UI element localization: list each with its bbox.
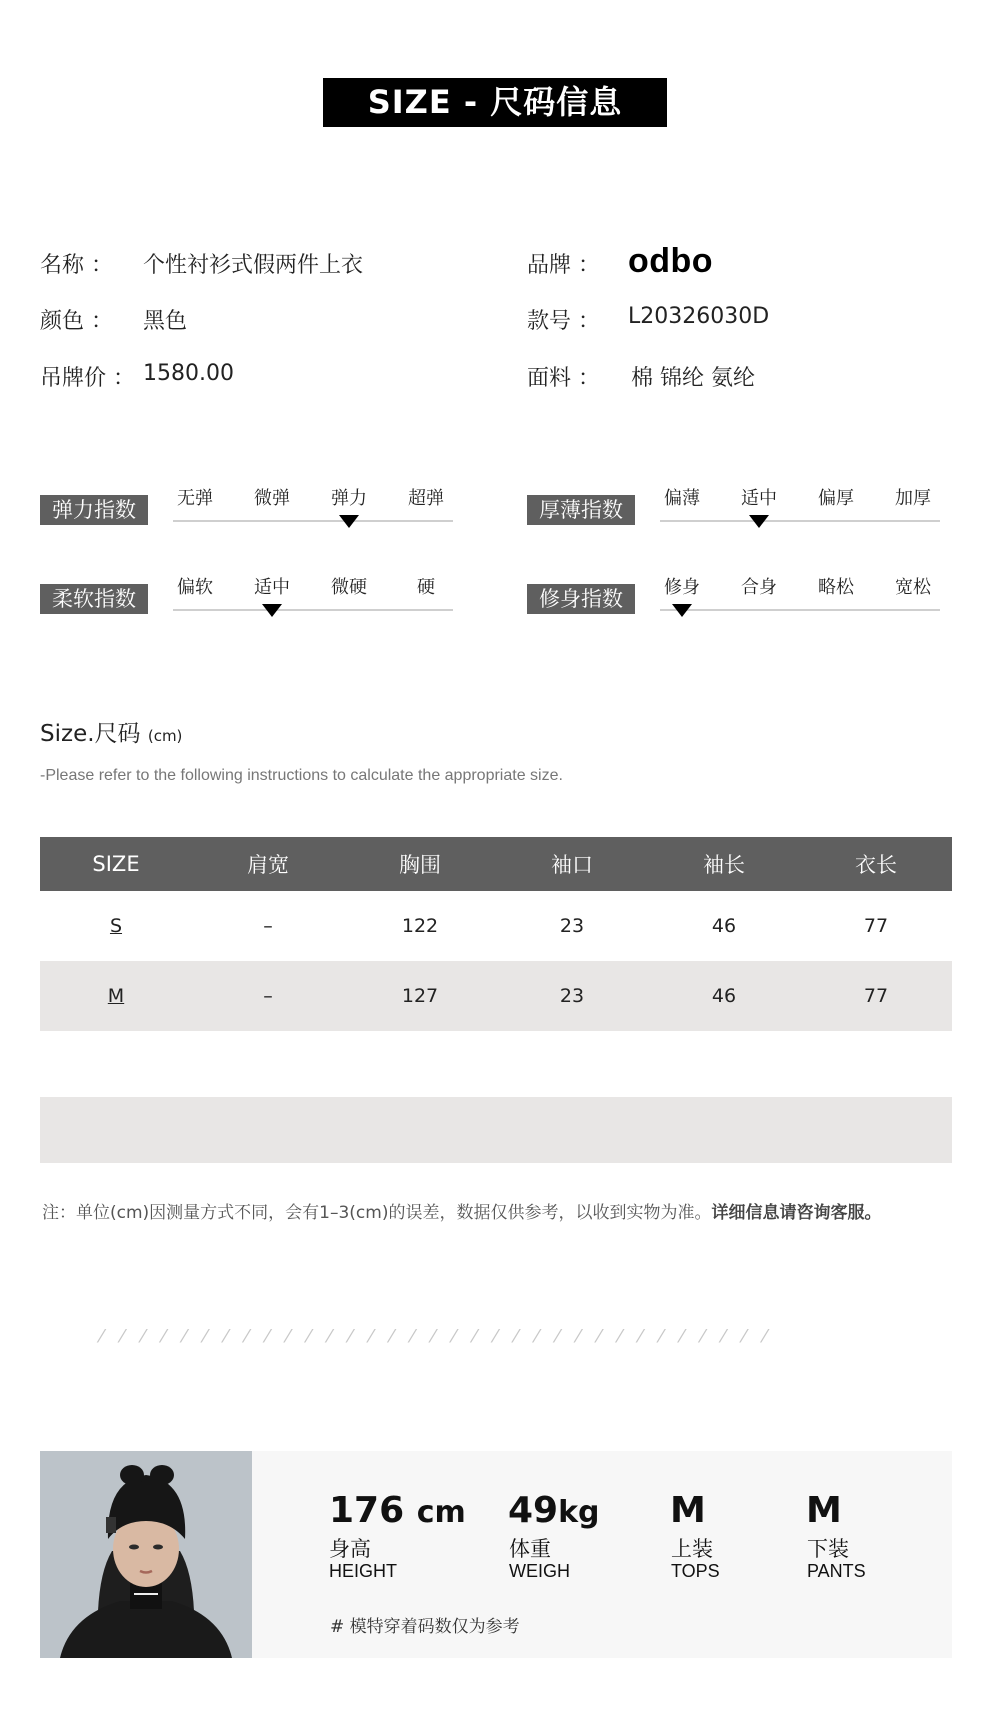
index-badge: 厚薄指数 [527,495,635,525]
weight-label-en: WEIGH [509,1561,570,1581]
sleeve-length-cell: 46 [711,915,737,937]
index-option: 硬 [417,577,435,598]
index-option: 微硬 [331,577,367,598]
index-scale-line [660,520,940,522]
weight-unit: kg [558,1495,600,1530]
sleeve-length-cell: 46 [648,961,800,1031]
height-label-en: HEIGHT [329,1561,398,1581]
color-label: 颜色 ： [40,309,113,334]
index-scale-line [173,609,453,611]
index-option: 偏厚 [818,488,854,509]
index-marker-icon [749,515,769,528]
model-size-note: # 模特穿着码数仅为参考 [330,1617,520,1637]
table-row [40,891,952,961]
size-heading-text: Size.尺码 [40,721,141,747]
chest-cell: 127 [344,961,496,1031]
body-length-cell: 77 [863,915,889,937]
slash-divider: ⁄ ⁄ ⁄ ⁄ ⁄ ⁄ ⁄ ⁄ ⁄ ⁄ ⁄ ⁄ ⁄ ⁄ ⁄ ⁄ ⁄ ⁄ ⁄ ⁄ ⁄ ⁄ ⁄ ⁄ ⁄ ⁄ ⁄ ⁄ ⁄ ⁄ ⁄ ⁄ ⁄ [100,1326,773,1347]
index-option: 合身 [741,577,777,598]
size-cell: M [40,961,192,1031]
index-option: 弹力 [331,488,367,509]
height-unit: cm [416,1495,466,1530]
index-option: 加厚 [895,488,931,509]
fabric-label: 面料 ： [527,366,600,391]
header-sleeve-length: 袖长 [648,837,800,891]
index-option: 适中 [254,577,290,598]
price-value: 1580.00 [143,361,234,386]
size-instruction-note: -Please refer to the following instructions to calculate the appropriate size. [40,767,563,784]
pants-label-en: PANTS [807,1561,866,1581]
brand-logo: odbo [628,242,714,280]
model-photo [40,1451,252,1658]
footnote-bold: 详细信息请咨询客服。 [711,1203,882,1223]
header-shoulder: 肩宽 [192,837,344,891]
index-marker-icon [672,604,692,617]
sku-value: L20326030D [628,304,770,329]
model-height [329,1490,466,1531]
pants-size: M [806,1490,842,1531]
tops-label-cn: 上装 [671,1537,713,1561]
header-cuff: 袖口 [496,837,648,891]
height-label-cn: 身高 [329,1537,371,1561]
header-size: SIZE [40,837,192,891]
index-option: 无弹 [177,488,213,509]
shoulder-cell: – [263,915,273,937]
size-heading [40,715,182,748]
index-badge: 柔软指数 [40,584,148,614]
model-weight [508,1490,600,1531]
color-value: 黑色 [143,309,188,334]
index-option: 适中 [741,488,777,509]
fabric-value: 棉 锦纶 氨纶 [631,366,755,391]
measurement-footnote [42,1198,881,1223]
header-chest: 胸围 [344,837,496,891]
name-value: 个性衬衫式假两件上衣 [143,253,364,278]
shoulder-cell: – [192,961,344,1031]
body-length-cell: 77 [800,961,952,1031]
size-table [40,837,952,1031]
price-label: 吊牌价 ： [40,366,135,391]
footnote-text: 注：单位(cm)因测量方式不同，会有1–3(cm)的误差，数据仅供参考，以收到实物为准。 [42,1203,712,1223]
chest-cell: 122 [401,915,439,937]
empty-table-band [40,1097,952,1163]
index-marker-icon [339,515,359,528]
tops-size: M [670,1490,706,1531]
size-table-header-row [40,837,952,891]
index-option: 微弹 [254,488,290,509]
cuff-cell: 23 [559,915,585,937]
index-option: 略松 [818,577,854,598]
index-marker-icon [262,604,282,617]
index-option: 偏薄 [664,488,700,509]
weight-label-cn: 体重 [509,1537,551,1561]
index-option: 偏软 [177,577,213,598]
brand-label: 品牌 ： [527,253,600,278]
model-portrait-image [40,1451,252,1658]
index-scale-line [173,520,453,522]
header-body-length: 衣长 [800,837,952,891]
pants-label-cn: 下装 [807,1537,849,1561]
name-label: 名称 ： [40,253,113,278]
cuff-cell: 23 [496,961,648,1031]
index-option: 超弹 [408,488,444,509]
tops-label-en: TOPS [671,1561,720,1581]
weight-value: 49 [508,1490,559,1531]
index-badge: 修身指数 [527,584,635,614]
size-cell: S [109,915,123,937]
height-value: 176 [329,1490,405,1531]
index-scale-line [660,609,940,611]
table-row [40,961,952,1031]
size-unit: (cm) [147,727,183,745]
sku-label: 款号 ： [527,309,600,334]
index-option: 宽松 [895,577,931,598]
index-option: 修身 [664,577,700,598]
index-badge: 弹力指数 [40,495,148,525]
page-title: SIZE - 尺码信息 [323,78,667,127]
